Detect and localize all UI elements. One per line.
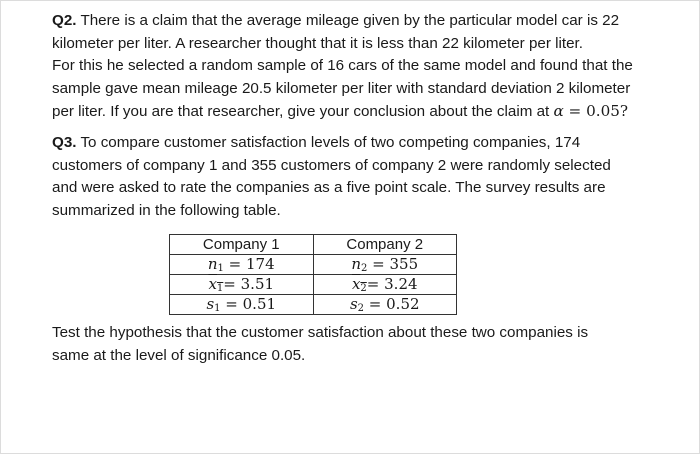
table-header-row — [170, 235, 457, 255]
q3-line-1 — [52, 132, 692, 155]
q2-line-5 — [52, 100, 692, 124]
q3-line-4: summarized in the following table. — [52, 201, 281, 219]
hypothesis-instruction — [52, 322, 692, 367]
q2-text-1: There is a claim that the average mileage given by the particular model car is 22 — [80, 12, 620, 29]
cell-n2: $n_2 = 355$ — [313, 255, 457, 275]
table-row-xbar — [170, 275, 457, 295]
cell-xbar2: $\overline{x}_2= 3.24$ — [313, 275, 457, 295]
q3-line-3: and were asked to rate the companies as a five point scale. The survey results are — [52, 179, 606, 196]
header-company-2: Company 2 — [313, 235, 457, 255]
question-3 — [52, 132, 692, 222]
outro-line-1: Test the hypothesis that the customer satisfaction about these two companies is — [52, 324, 589, 341]
q2-line-3: For this he selected a random sample of 16 cars of the same model and found that the — [52, 57, 633, 74]
q3-line-2: customers of company 1 and 355 customers of company 2 were randomly selected — [52, 156, 611, 174]
q2-line-2: kilometer per liter. A researcher thought that it is less than 22 kilometer per liter. — [52, 34, 583, 52]
company-stats-table — [169, 234, 457, 315]
alpha-symbol: α — [553, 102, 564, 120]
outro-line-2: same at the level of significance 0.05. — [52, 346, 306, 364]
alpha-value: = 0.05? — [563, 102, 629, 120]
cell-s1: $s_1 = 0.51$ — [170, 295, 314, 315]
q2-label: Q2. — [52, 12, 77, 29]
q2-text-5: per liter. If you are that researcher, give your conclusion about the claim at — [52, 103, 554, 120]
cell-xbar1: $\overline{x}_1= 3.51$ — [170, 275, 314, 295]
q2-line-4: sample gave mean mileage 20.5 kilometer per liter with standard deviation 2 kilometer — [52, 79, 631, 97]
table-row-n — [170, 255, 457, 275]
table-row-s — [170, 295, 457, 315]
cell-n1: $n_1 = 174$ — [170, 255, 314, 275]
q3-label: Q3. — [52, 134, 77, 151]
question-2 — [52, 10, 692, 124]
q3-text-1: To compare customer satisfaction levels of two competing companies, 174 — [80, 134, 581, 151]
alpha-expression — [553, 102, 628, 120]
header-company-1: Company 1 — [170, 235, 314, 255]
q2-line-1 — [52, 10, 692, 33]
cell-s2: $s_2 = 0.52$ — [313, 295, 457, 315]
